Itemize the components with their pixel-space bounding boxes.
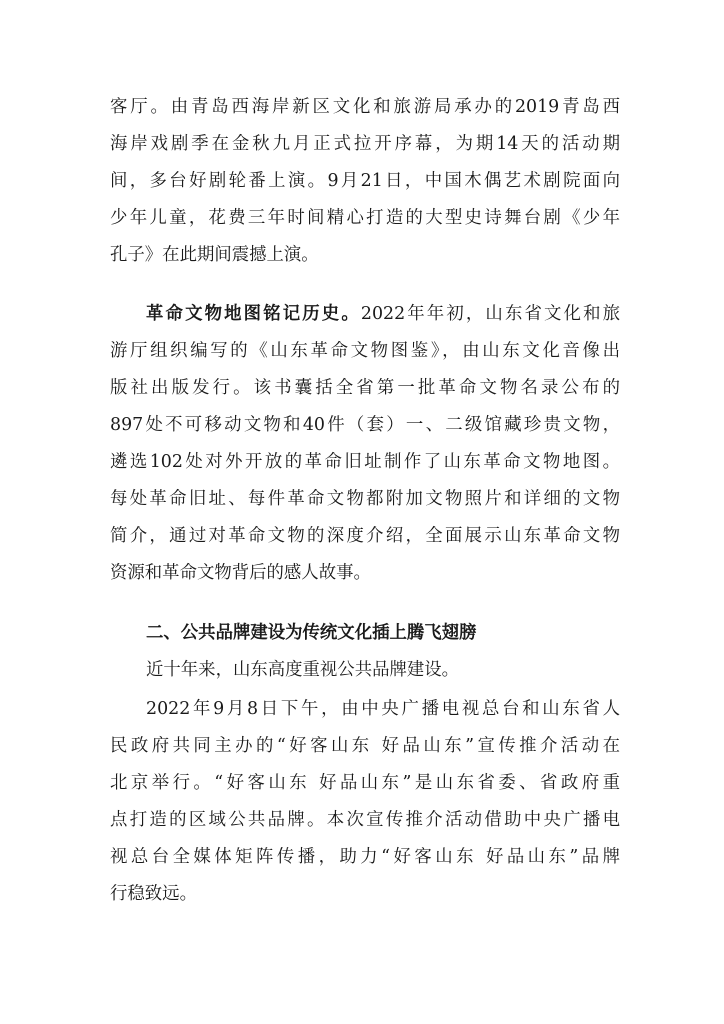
paragraph-line: 海岸戏剧季在金秋九月正式拉开序幕，为期14天的活动期 bbox=[110, 134, 620, 154]
paragraph-line: 客厅。由青岛西海岸新区文化和旅游局承办的2019青岛西 bbox=[110, 97, 620, 117]
paragraph-line: 孔子》在此期间震撼上演。 bbox=[110, 245, 319, 265]
paragraph-first-line bbox=[146, 302, 620, 326]
paragraph-line: 视总台全媒体矩阵传播，助力“好客山东 好品山东”品牌 bbox=[110, 847, 620, 867]
paragraph-line: 民政府共同主办的“好客山东 好品山东”宣传推介活动在 bbox=[110, 736, 620, 756]
paragraph-lead-bold: 革命文物地图铭记历史。 bbox=[146, 304, 361, 324]
paragraph-line: 点打造的区域公共品牌。本次宣传推介活动借助中央广播电 bbox=[110, 810, 620, 830]
paragraph-line: 北京举行。“好客山东 好品山东”是山东省委、省政府重 bbox=[110, 773, 620, 793]
paragraph-line: 游厅组织编写的《山东革命文物图鉴》，由山东文化音像出 bbox=[110, 341, 620, 361]
section-heading: 二、公共品牌建设为传统文化插上腾飞翅膀 bbox=[146, 623, 477, 643]
paragraph-line: 897处不可移动文物和40件（套）一、二级馆藏珍贵文物， bbox=[110, 415, 620, 435]
paragraph-3-line: 近十年来，山东高度重视公共品牌建设。 bbox=[146, 660, 460, 680]
paragraph-first-line: 2022年9月8日下午，由中央广播电视总台和山东省人 bbox=[146, 699, 620, 719]
paragraph-line: 遴选102处对外开放的革命旧址制作了山东革命文物地图。 bbox=[110, 452, 620, 472]
paragraph-line: 行稳致远。 bbox=[110, 884, 197, 904]
paragraph-lead-rest: 2022年年初，山东省文化和旅 bbox=[360, 304, 620, 324]
paragraph-line: 简介，通过对革命文物的深度介绍，全面展示山东革命文物 bbox=[110, 526, 620, 546]
paragraph-line: 间，多台好剧轮番上演。9月21日，中国木偶艺术剧院面向 bbox=[110, 171, 620, 191]
paragraph-line: 每处革命旧址、每件革命文物都附加文物照片和详细的文物 bbox=[110, 489, 620, 509]
paragraph-line: 资源和革命文物背后的感人故事。 bbox=[110, 563, 371, 583]
paragraph-line: 版社出版发行。该书囊括全省第一批革命文物名录公布的 bbox=[110, 378, 620, 398]
paragraph-line: 少年儿童，花费三年时间精心打造的大型史诗舞台剧《少年 bbox=[110, 208, 620, 228]
